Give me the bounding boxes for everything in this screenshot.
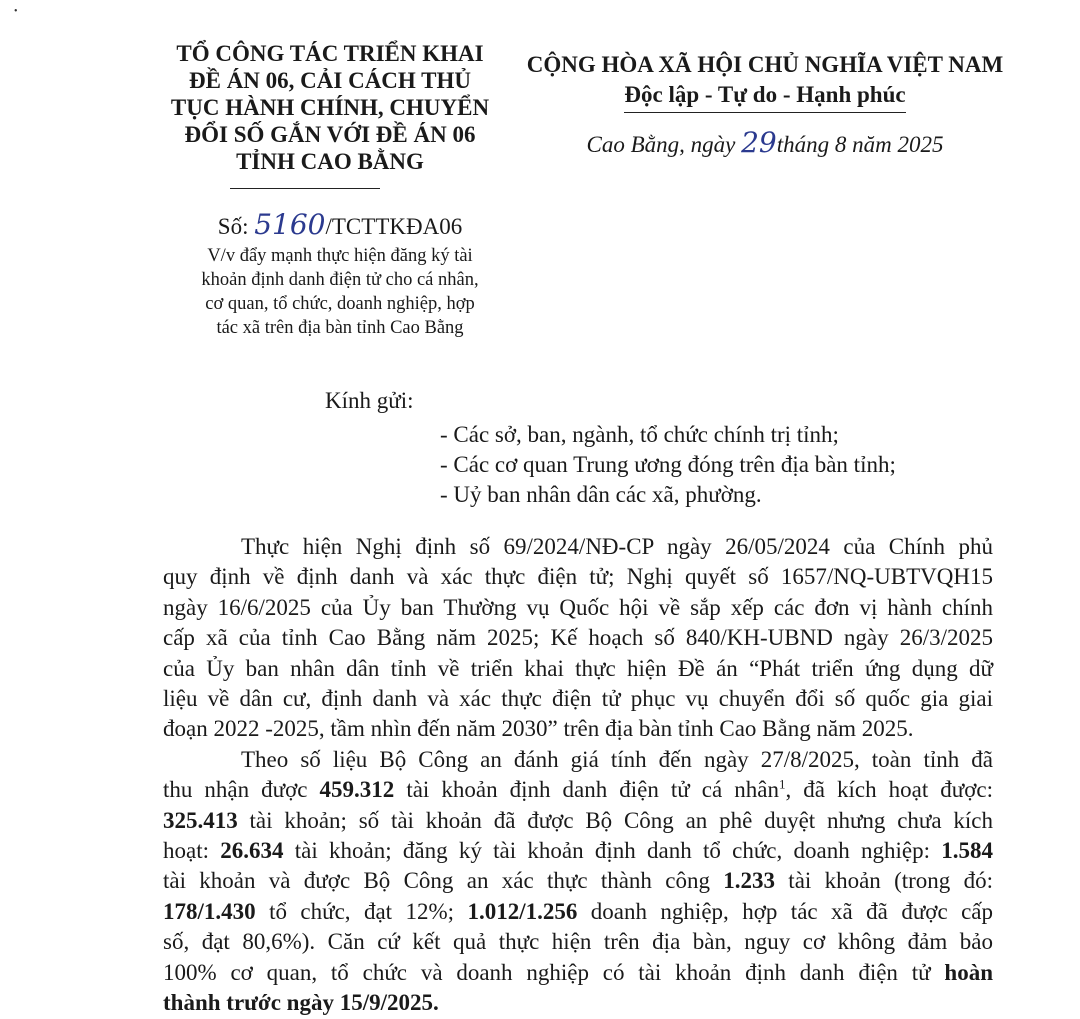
paragraph1-line: ngày 16/6/2025 của Ủy ban Thường vụ Quốc hội về sắp xếp các đơn vị hành chính xyxy=(163,594,993,620)
stat-value: 1.584 xyxy=(941,838,994,864)
paragraph2-line xyxy=(163,866,993,896)
paragraph2-line: Theo số liệu Bộ Công an đánh giá tính đến ngày 27/8/2025, toàn tỉnh đã xyxy=(241,746,993,772)
text: tài khoản; đăng ký tài khoản định danh tổ chức, doanh nghiệp: xyxy=(283,838,942,864)
paragraph1-line: quy định về định danh và xác thực điện tử; Nghị quyết số 1657/NQ-UBTVQH15 xyxy=(163,564,993,590)
document-body xyxy=(163,532,993,1019)
stat-value: 325.413 xyxy=(163,807,238,833)
stat-value: 26.634 xyxy=(220,838,284,864)
recipient-item: - Các sở, ban, ngành, tổ chức chính trị tỉnh; xyxy=(440,422,839,447)
deadline-emphasis: hoàn xyxy=(944,959,993,985)
paragraph1-line: Thực hiện Nghị định số 69/2024/NĐ-CP ngày 26/05/2024 của Chính phủ xyxy=(241,534,993,559)
paragraph2-line xyxy=(163,836,993,866)
subject-line: khoản định danh điện tử cho cá nhân, xyxy=(201,270,479,290)
text: hoạt: xyxy=(163,838,221,864)
paragraph2-line xyxy=(163,988,993,1018)
document-number-handwritten: 5160 xyxy=(254,208,326,241)
stat-value: 178/1.430 xyxy=(163,898,256,924)
document-number-prefix: Số: xyxy=(217,214,255,239)
national-header xyxy=(505,50,1025,113)
text: tài khoản; số tài khoản đã được Bộ Công an phê duyệt nhưng chưa kích xyxy=(237,807,993,833)
stat-value: 459.312 xyxy=(319,777,395,803)
country-name: CỘNG HÒA XÃ HỘI CHỦ NGHĨA VIỆT NAM xyxy=(526,52,1004,77)
document-subject xyxy=(150,244,530,340)
paragraph2-line xyxy=(163,958,993,988)
paragraph1-line: đoạn 2022 -2025, tầm nhìn đến năm 2030” trên địa bàn tỉnh Cao Bằng năm 2025. xyxy=(163,716,914,742)
document-number xyxy=(150,210,530,242)
paragraph2-line xyxy=(163,775,993,805)
issuing-body-underline xyxy=(230,188,380,189)
text: 100% cơ quan, tổ chức và doanh nghiệp có tài khoản định danh điện tử xyxy=(163,959,945,985)
text: tổ chức, đạt 12%; xyxy=(255,898,468,924)
issuing-body-line: TỔ CÔNG TÁC TRIỂN KHAI xyxy=(176,41,484,66)
paragraph2-line: số, đạt 80,6%). Căn cứ kết quả thực hiện trên địa bàn, nguy cơ không đảm bảo xyxy=(163,929,993,955)
subject-line: cơ quan, tổ chức, doanh nghiệp, hợp xyxy=(205,294,475,314)
text: tài khoản định danh điện tử cá nhân xyxy=(394,777,779,803)
subject-line: tác xã trên địa bàn tỉnh Cao Bằng xyxy=(216,318,464,338)
date-prefix: Cao Bằng, ngày xyxy=(586,132,742,157)
issuing-body-line: ĐỀ ÁN 06, CẢI CÁCH THỦ xyxy=(189,68,471,93)
text: tài khoản và được Bộ Công an xác thực thành công xyxy=(163,868,724,894)
recipient-item: - Các cơ quan Trung ương đóng trên địa bàn tỉnh; xyxy=(440,452,896,477)
text: thu nhận được xyxy=(163,777,320,803)
footnote-ref: 1 xyxy=(778,776,786,792)
issuing-body-line: ĐỔI SỐ GẮN VỚI ĐỀ ÁN 06 xyxy=(184,122,476,147)
national-motto: Độc lập - Tự do - Hạnh phúc xyxy=(624,80,905,113)
recipients-label: Kính gửi: xyxy=(325,388,414,413)
issue-date xyxy=(505,128,1025,160)
issuing-body-line: TỈNH CAO BẰNG xyxy=(236,149,424,174)
paragraph2-line xyxy=(163,897,993,927)
paragraph1-line: cấp xã của tỉnh Cao Bằng năm 2025; Kế hoạch số 840/KH-UBND ngày 26/3/2025 xyxy=(163,625,993,651)
scan-mark-icon: • xyxy=(14,6,18,17)
recipients-list xyxy=(440,420,896,510)
date-day-handwritten: 29 xyxy=(741,126,777,159)
paragraph1-line: của Ủy ban nhân dân tỉnh về triển khai thực hiện Đề án “Phát triển ứng dụng dữ xyxy=(163,655,993,681)
date-suffix: tháng 8 năm 2025 xyxy=(776,132,944,157)
text: , đã kích hoạt được: xyxy=(785,777,993,803)
paragraph1-line: liệu về dân cư, định danh và xác thực điện tử phục vụ chuyển đổi số quốc gia giai xyxy=(163,686,993,712)
document-number-suffix: /TCTTKĐA06 xyxy=(325,214,463,239)
recipient-item: - Uỷ ban nhân dân các xã, phường. xyxy=(440,482,762,507)
deadline-emphasis: thành trước ngày 15/9/2025. xyxy=(163,990,439,1016)
paragraph2-line xyxy=(163,806,993,836)
subject-line: V/v đẩy mạnh thực hiện đăng ký tài xyxy=(207,246,473,266)
text: tài khoản (trong đó: xyxy=(775,868,994,894)
stat-value: 1.012/1.256 xyxy=(467,898,578,924)
text: doanh nghiệp, hợp tác xã đã được cấp xyxy=(577,898,993,924)
issuing-body-line: TỤC HÀNH CHÍNH, CHUYỂN xyxy=(170,95,490,120)
stat-value: 1.233 xyxy=(723,868,775,894)
issuing-body xyxy=(150,40,510,175)
